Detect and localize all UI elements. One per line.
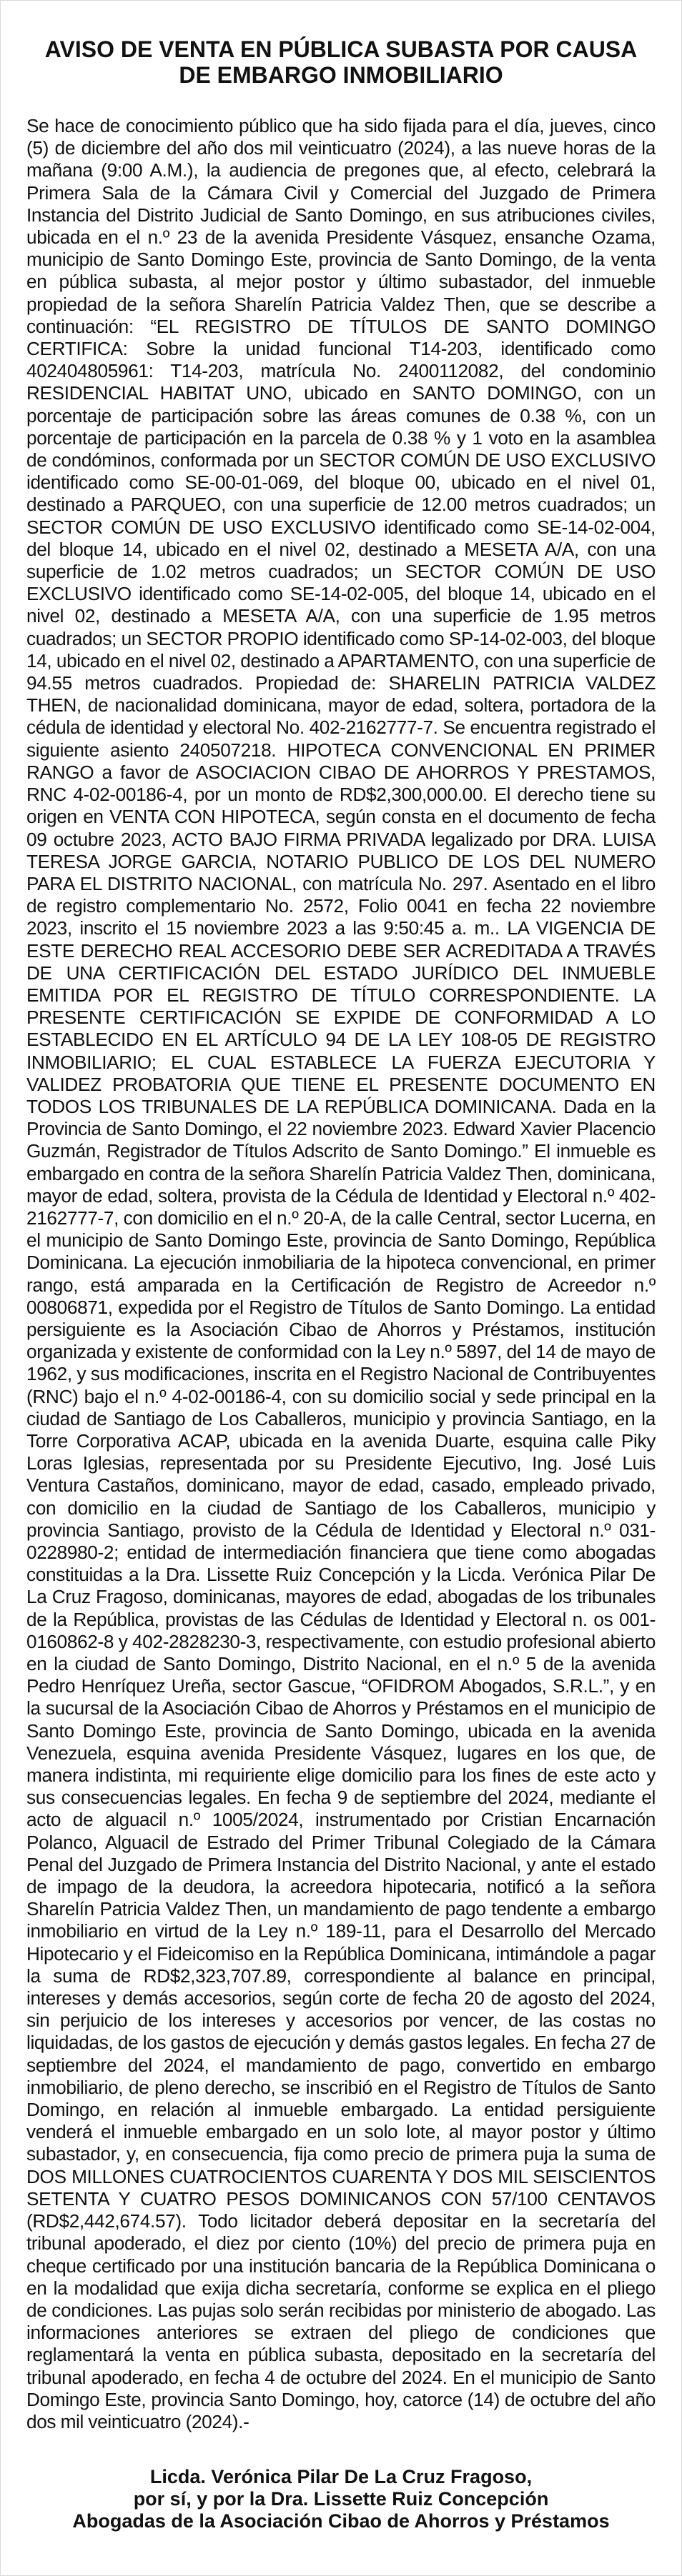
signature-line-2: por sí, y por la Dra. Lissette Ruiz Concepción xyxy=(133,2488,549,2510)
signature-line-1: Licda. Verónica Pilar De La Cruz Fragoso, xyxy=(149,2466,533,2488)
notice-title-line-2: DE EMBARGO INMOBILIARIO xyxy=(179,62,503,88)
signature-block xyxy=(26,2466,656,2532)
notice-title xyxy=(26,36,656,88)
notice-title-line-1: AVISO DE VENTA EN PÚBLICA SUBASTA POR CAUSA xyxy=(44,36,638,62)
signature-line-3: Abogadas de la Asociación Cibao de Ahorros y Préstamos xyxy=(72,2510,610,2532)
notice-body: Se hace de conocimiento público que ha sido fijada para el día, jueves, cinco (5) de diciembre del año dos mil veinticuatro (2024), a las nueve horas de la mañana (9:00 A.M.), la audiencia de pregones que, al efecto, celebrará la Primera Sala de la Cámara Civil y Comercial del Juzgado de Primera Instancia del Distrito Judicial de Santo Domingo, en sus atribuciones civiles, ubicada en el n.º 23 de la avenida Presidente Vásquez, ensanche Ozama, municipio de Santo Domingo Este, provincia de Santo Domingo, de la venta en pública subasta, al mejor postor y último subastador, del inmueble propiedad de la señora Sharelín Patricia Valdez Then, que se describe a continuación: “EL REGISTRO DE TÍTULOS DE SANTO DOMINGO CERTIFICA: Sobre la unidad funcional T14-203, identificado como 402404805961: T14-203, matrícula No. 2400112082, del condominio RESIDENCIAL HABITAT UNO, ubicado en SANTO DOMINGO, con un porcentaje de participación sobre las áreas comunes de 0.38 %, con un porcentaje de participación en la parcela de 0.38 % y 1 voto en la asamblea de condóminos, conformada por un SECTOR COMÚN DE USO EXCLUSIVO identificado como SE-00-01-069, del bloque 00, ubicado en el nivel 01, destinado a PARQUEO, con una superficie de 12.00 metros cuadrados; un SECTOR COMÚN DE USO EXCLUSIVO identificado como SE-14-02-004, del bloque 14, ubicado en el nivel 02, destinado a MESETA A/A, con una superficie de 1.02 metros cuadrados; un SECTOR COMÚN DE USO EXCLUSIVO identificado como SE-14-02-005, del bloque 14, ubicado en el nivel 02, destinado a MESETA A/A, con una superficie de 1.95 metros cuadrados; un SECTOR PROPIO identificado como SP-14-02-003, del bloque 14, ubicado en el nivel 02, destinado a APARTAMENTO, con una superficie de 94.55 metros cuadrados. Propiedad de: SHARELIN PATRICIA VALDEZ THEN, de nacionalidad dominicana, mayor de edad, soltera, portadora de la cédula de identidad y electoral No. 402-2162777-7. Se encuentra registrado el siguiente asiento 240507218. HIPOTECA CONVENCIONAL EN PRIMER RANGO a favor de ASOCIACION CIBAO DE AHORROS Y PRESTAMOS, RNC 4-02-00186-4, por un monto de RD$2,300,000.00. El derecho tiene su origen en VENTA CON HIPOTECA, según consta en el documento de fecha 09 octubre 2023, ACTO BAJO FIRMA PRIVADA legalizado por DRA. LUISA TERESA JORGE GARCIA, NOTARIO PUBLICO DE LOS DEL NUMERO PARA EL DISTRITO NACIONAL, con matrícula No. 297. Asentado en el libro de registro complementario No. 2572, Folio 0041 en fecha 22 noviembre 2023, inscrito el 15 noviembre 2023 a las 9:50:45 a. m.. LA VIGENCIA DE ESTE DERECHO REAL ACCESORIO DEBE SER ACREDITADA A TRAVÉS DE UNA CERTIFICACIÓN DEL ESTADO JURÍDICO DEL INMUEBLE EMITIDA POR EL REGISTRO DE TÍTULO CORRESPONDIENTE. LA PRESENTE CERTIFICACIÓN SE EXPIDE DE CONFORMIDAD A LO ESTABLECIDO EN EL ARTÍCULO 94 DE LA LEY 108-05 DE REGISTRO INMOBILIARIO; EL CUAL ESTABLECE LA FUERZA EJECUTORIA Y VALIDEZ PROBATORIA QUE TIENE EL PRESENTE DOCUMENTO EN TODOS LOS TRIBUNALES DE LA REPÚBLICA DOMINICANA. Dada en la Provincia de Santo Domingo, el 22 noviembre 2023. Edward Xavier Placencio Guzmán, Registrador de Títulos Adscrito de Santo Domingo.” El inmueble es embargado en contra de la señora Sharelín Patricia Valdez Then, dominicana, mayor de edad, soltera, provista de la Cédula de Identidad y Electoral n.º 402-2162777-7, con domicilio en el n.º 20-A, de la calle Central, sector Lucerna, en el municipio de Santo Domingo Este, provincia de Santo Domingo, República Dominicana. La ejecución inmobiliaria de la hipoteca convencional, en primer rango, está amparada en la Certificación de Registro de Acreedor n.º 00806871, expedida por el Registro de Títulos de Santo Domingo. La entidad persiguiente es la Asociación Cibao de Ahorros y Préstamos, institución organizada y existente de conformidad con la Ley n.º 5897, del 14 de mayo de 1962, y sus modificaciones, inscrita en el Registro Nacional de Contribuyentes (RNC) bajo el n.º 4-02-00186-4, con su domicilio social y sede principal en la ciudad de Santiago de Los Caballeros, municipio y provincia Santiago, en la Torre Corporativa ACAP, ubicada en la avenida Duarte, esquina calle Piky Loras Iglesias, representada por su Presidente Ejecutivo, Ing. José Luis Ventura Castaños, dominicano, mayor de edad, casado, empleado privado, con domicilio en la ciudad de Santiago de los Caballeros, municipio y provincia Santiago, provisto de la Cédula de Identidad y Electoral n.º 031-0228980-2; entidad de intermediación financiera que tiene como abogadas constituidas a la Dra. Lissette Ruiz Concepción y la Licda. Verónica Pilar De La Cruz Fragoso, dominicanas, mayores de edad, abogadas de los tribunales de la República, provistas de las Cédulas de Identidad y Electoral n. os 001-0160862-8 y 402-2828230-3, respectivamente, con estudio profesional abierto en la ciudad de Santo Domingo, Distrito Nacional, en el n.º 5 de la avenida Pedro Henríquez Ureña, sector Gascue, “OFIDROM Abogados, S.R.L.”, y en la sucursal de la Asociación Cibao de Ahorros y Préstamos en el municipio de Santo Domingo Este, provincia de Santo Domingo, ubicada en la avenida Venezuela, esquina avenida Presidente Vásquez, lugares en los que, de manera indistinta, mi requiriente elige domicilio para los fines de este acto y sus consecuencias legales. En fecha 9 de septiembre del 2024, mediante el acto de alguacil n.º 1005/2024, instrumentado por Cristian Encarnación Polanco, Alguacil de Estrado del Primer Tribunal Colegiado de la Cámara Penal del Juzgado de Primera Instancia del Distrito Nacional, y ante el estado de impago de la deudora, la acreedora hipotecaria, notificó a la señora Sharelín Patricia Valdez Then, un mandamiento de pago tendente a embargo inmobiliario en virtud de la Ley n.º 189-11, para el Desarrollo del Mercado Hipotecario y el Fideicomiso en la República Dominicana, intimándole a pagar la suma de RD$2,323,707.89, correspondiente al balance en principal, intereses y demás accesorios, según corte de fecha 20 de agosto del 2024, sin perjuicio de los intereses y accesorios por vencer, de las costas no liquidadas, de los gastos de ejecución y demás gastos legales. En fecha 27 de septiembre del 2024, el mandamiento de pago, convertido en embargo inmobiliario, de pleno derecho, se inscribió en el Registro de Títulos de Santo Domingo, en relación al inmueble embargado. La entidad persiguiente venderá el inmueble embargado en un solo lote, al mayor postor y último subastador, y, en consecuencia, fija como precio de primera puja la suma de DOS MILLONES CUATROCIENTOS CUARENTA Y DOS MIL SEISCIENTOS SETENTA Y CUATRO PESOS DOMINICANOS CON 57/100 CENTAVOS (RD$2,442,674.57). Todo licitador deberá depositar en la secretaría del tribunal apoderado, el diez por ciento (10%) del precio de primera puja en cheque certificado por una institución bancaria de la República Dominicana o en la modalidad que exija dicha secretaría, conforme se explica en el pliego de condiciones. Las pujas solo serán recibidas por ministerio de abogado. Las informaciones anteriores se extraen del pliego de condiciones que reglamentará la venta en pública subasta, depositado en la secretaría del tribunal apoderado, en fecha 4 de octubre del 2024. En el municipio de Santo Domingo Este, provincia Santo Domingo, hoy, catorce (14) de octubre del año dos mil veinticuatro (2024).- xyxy=(26,115,656,2432)
